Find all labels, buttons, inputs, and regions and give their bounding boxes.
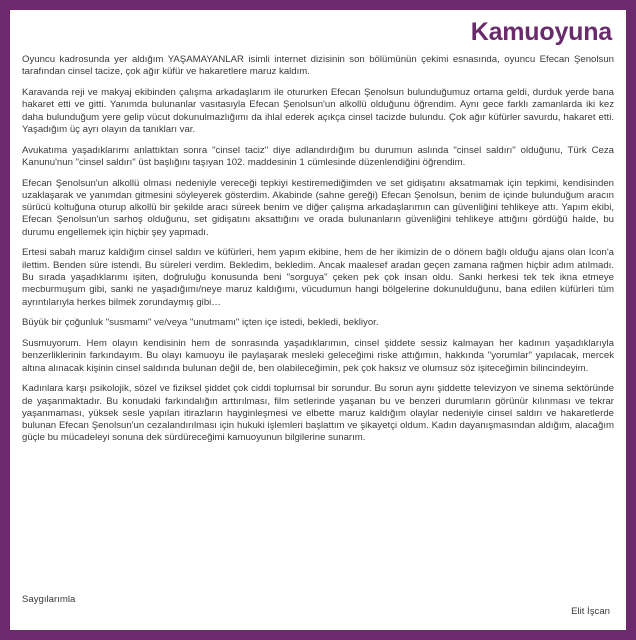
page-title: Kamuoyuna xyxy=(470,18,612,46)
statement-body xyxy=(22,54,614,453)
statement-page xyxy=(10,10,626,630)
paragraph-1: Oyuncu kadrosunda yer aldığım YAŞAMAYANLAR isimli internet dizisinin son bölümünün çekimi esnasında, oyuncu Efecan Şenolsun tarafından cinsel tacize, çok ağır küfür ve hakaretlere maruz kaldım. xyxy=(22,54,614,78)
closing-text: Saygılarımla xyxy=(22,594,76,605)
paragraph-4: Efecan Şenolsun'un alkollü olması nedeniyle vereceği tepkiyi kestiremediğimden ve set gidişatını aksatmamak için tepkimi, kendisinden uzaklaşarak ve yanımdan gitmesini söyleyerek gösterdim. Akabinde (sahne gereği) Efecan Şenolsun, benim de içinde bulunduğum aracın sürücü koltuğuna oturup alkollü bir şekilde aracı süreek benim ve diğer çalışma arkadaşlarımın can güvenliğini tehlikeye attı. Yapım ekibi, Efecan Şenolsun'un sarhoş olduğunu, set gidişatını aksattığını ve orada bulunanların güvenliğini tehlikeye attığını gördüğü halde, bu durumu engellemek için hiçbir şey yapmadı. xyxy=(22,177,614,238)
signature: Elit İşcan xyxy=(571,606,610,617)
paragraph-8: Kadınlara karşı psikolojik, sözel ve fiziksel şiddet çok ciddi toplumsal bir sorundur. Bu sorun aynı şiddette televizyon ve sinema sektöründe de yaşanmaktadır. Bu konudaki farkındalığın arttırılması, film setlerinde yaşanan bu ve benzeri durumların görünür kılınması ve tekrar yaşanmaması, yüksek sesle yapılan itirazların hayginleşmesi ve elbette maruz kaldığım olaylar nedeniyle cinsel saldırı ve hakaretlerde bulunan Efecan Şenolsun'un cezalandırılması için hukuki işlemleri başlattım ve şikayetçi oldum. Kadın dayanışmasından aldığım, alacağım güçle bu mücadeleyi sonuna dek sürdüreceğimi kamuoyunun bilgilerine sunarım. xyxy=(22,383,614,444)
paragraph-3: Avukatıma yaşadıklarımı anlattıktan sonra "cinsel taciz" diye adlandırdığım bu durumun aslında "cinsel saldırı" olduğunu, Türk Ceza Kanunu'nun "cinsel saldırı" üst başlığını taşıyan 102. maddesinin 1 cümlesinde düzenlendiğini öğrendim. xyxy=(22,144,614,168)
paragraph-5: Ertesi sabah maruz kaldığım cinsel saldırı ve küfürleri, hem yapım ekibine, hem de her ikimizin de o dönem bağlı olduğu ajans olan Icon'a ilettim. Benden süre istendi. Bu süreleri verdim. Bekledim, bekledim. Ancak maalesef aradan geçen zamana rağmen hiçbir adım atılmadı. Bu sırada yaşadıklarımı işiten, doğruluğu konusunda beni "sorguya" çeken pek çok insan oldu. Sanki herkesi tek tek ikna etmeye mecburmuşum gibi, sanki ne yaşadığımı/neye maruz kaldığımı, vücudumun hangi bölgelerine dokunulduğunu, bana edilen küfürleri tüm ayrıntılarıyla herkes bilmek zorundaymış gibi… xyxy=(22,247,614,308)
paragraph-2: Karavanda reji ve makyaj ekibinden çalışma arkadaşlarım ile otururken Efecan Şenolsun bulunduğumuz ortama geldi, durduk yerde bana hakaret etti ve gitti. Yanımda bulunanlar vasıtasıyla Efecan Şenolsun'un alkollü olduğunu öğrendim. Aynı gece farklı zamanlarda iki kez daha bulunduğum yere gelip vücut dokunulmazlığımı da ihlal ederek açıkça cinsel tacizde bulundu. Çok ağır küfürler savurdu, hakaret etti. Yaşadığım üç ayrı olayın da tanıkları var. xyxy=(22,86,614,135)
paragraph-7: Susmuyorum. Hem olayın kendisinin hem de sonrasında yaşadıklarımın, cinsel şiddete sessiz kalmayan her kadının yaşadıklarıyla benzerliklerinin farkındayım. Bu olayı kamuoyu ile paylaşarak mesleki geleceğimi riske attığımın, hakkında "yorumlar" yapılacak, mercek altına alınacak kişinin cinsel saldırıda bulunan değil de, ben olabileceğimin, pek çok haksız ve olumsuz söz işiteceğimin bilincindeyim. xyxy=(22,337,614,374)
paragraph-6: Büyük bir çoğunluk "susmamı" ve/veya "unutmamı" içten içe istedi, bekledi, bekliyor. xyxy=(22,317,379,329)
